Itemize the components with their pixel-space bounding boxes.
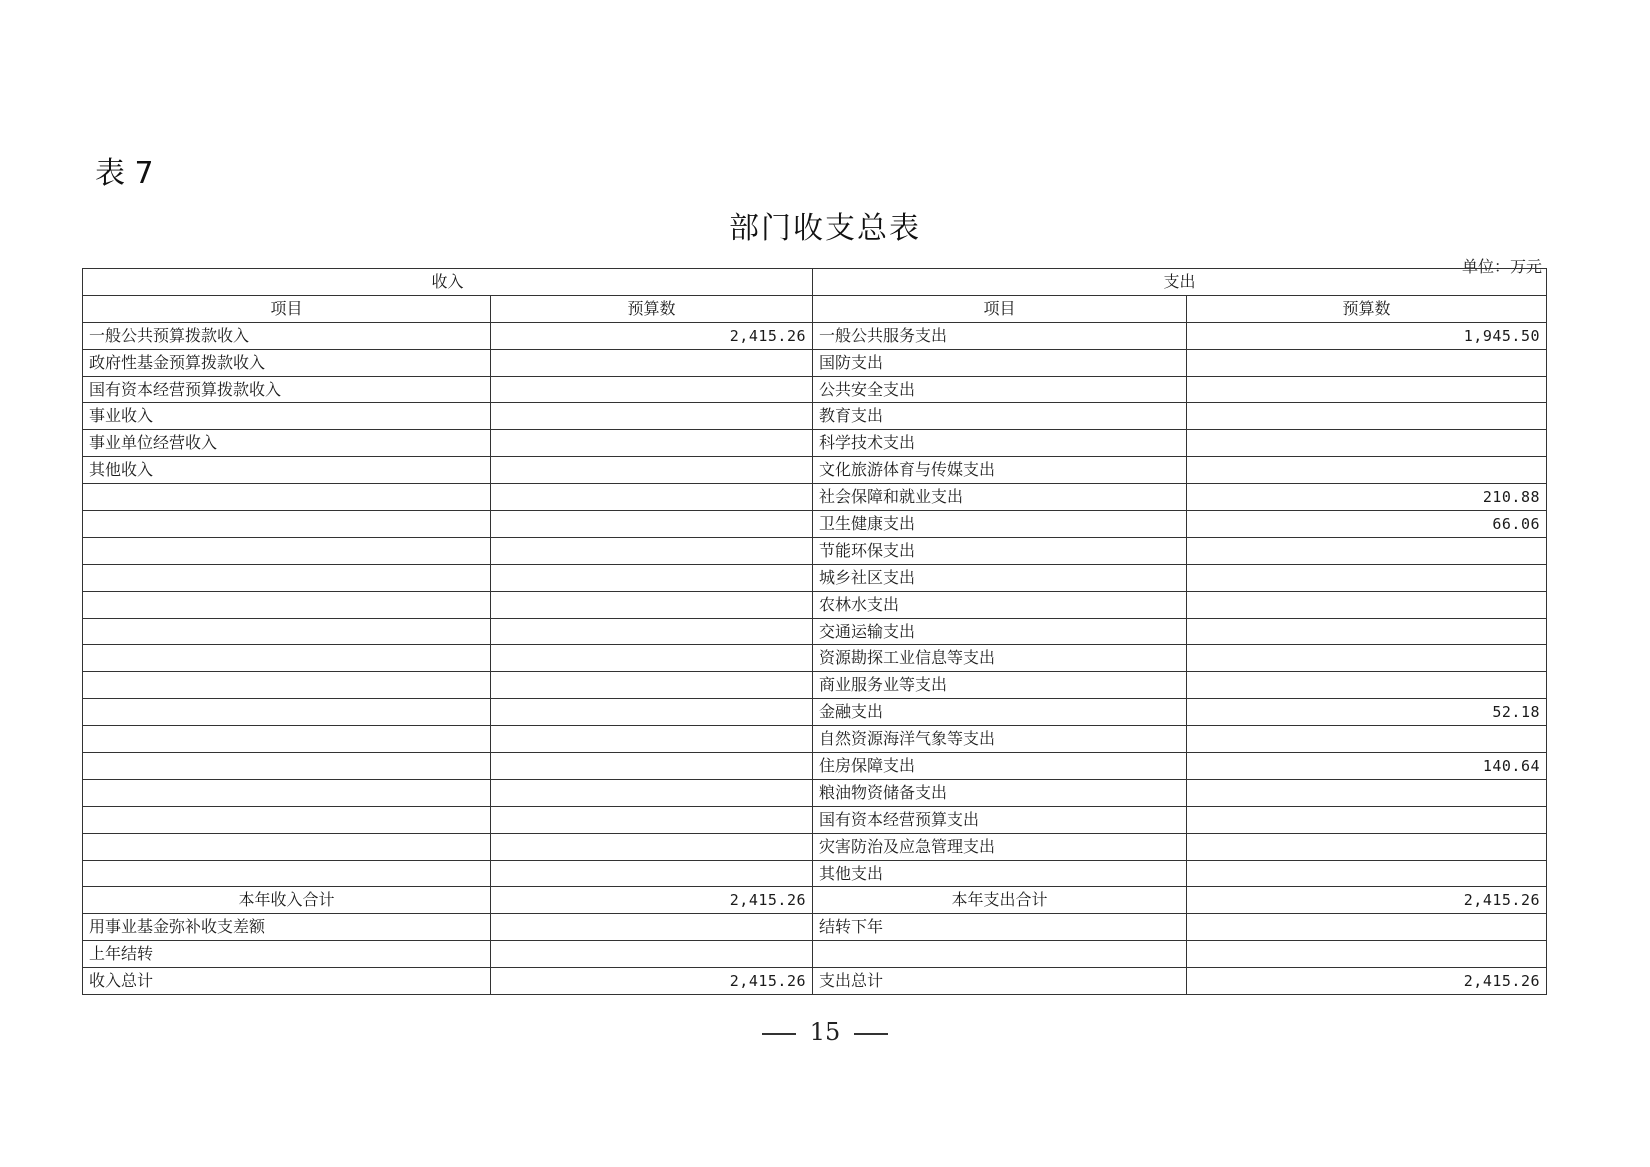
table-row — [83, 376, 1547, 403]
expense-budget-cell: 1,945.50 — [1187, 322, 1547, 349]
expense-item-cell: 住房保障支出 — [813, 753, 1187, 780]
table-label: 表 7 — [95, 156, 154, 191]
income-item-cell — [83, 806, 491, 833]
expense-item-cell: 国防支出 — [813, 349, 1187, 376]
income-budget-cell — [491, 672, 813, 699]
expense-item-cell: 资源勘探工业信息等支出 — [813, 645, 1187, 672]
expense-budget-cell: 210.88 — [1187, 484, 1547, 511]
expense-budget-cell — [1187, 618, 1547, 645]
table-row — [83, 349, 1547, 376]
expense-item-cell: 国有资本经营预算支出 — [813, 806, 1187, 833]
expense-item-cell: 本年支出合计 — [813, 887, 1187, 914]
expense-budget-cell: 52.18 — [1187, 699, 1547, 726]
table-row — [83, 322, 1547, 349]
expense-budget-cell — [1187, 941, 1547, 968]
table-row — [83, 887, 1547, 914]
table-row — [83, 806, 1547, 833]
income-budget-cell — [491, 484, 813, 511]
income-budget-cell — [491, 941, 813, 968]
income-item-cell — [83, 779, 491, 806]
income-budget-header: 预算数 — [491, 295, 813, 322]
income-budget-cell — [491, 564, 813, 591]
income-budget-cell — [491, 376, 813, 403]
table-row — [83, 537, 1547, 564]
income-budget-cell: 2,415.26 — [491, 887, 813, 914]
income-header: 收入 — [83, 269, 813, 296]
expense-budget-cell — [1187, 672, 1547, 699]
table-row — [83, 618, 1547, 645]
income-budget-cell — [491, 860, 813, 887]
expense-item-cell: 文化旅游体育与传媒支出 — [813, 457, 1187, 484]
table-row — [83, 591, 1547, 618]
income-item-cell — [83, 564, 491, 591]
income-budget-cell: 2,415.26 — [491, 322, 813, 349]
expense-budget-cell — [1187, 914, 1547, 941]
expense-item-header: 项目 — [813, 295, 1187, 322]
income-budget-cell — [491, 806, 813, 833]
table-row — [83, 511, 1547, 538]
income-budget-cell — [491, 430, 813, 457]
income-budget-cell — [491, 645, 813, 672]
income-item-cell — [83, 645, 491, 672]
income-budget-cell — [491, 914, 813, 941]
expense-item-cell: 结转下年 — [813, 914, 1187, 941]
table-row — [83, 779, 1547, 806]
expense-item-cell: 金融支出 — [813, 699, 1187, 726]
table-row — [83, 860, 1547, 887]
expense-budget-cell — [1187, 833, 1547, 860]
expense-item-cell: 社会保障和就业支出 — [813, 484, 1187, 511]
column-header-row — [83, 295, 1547, 322]
table-row — [83, 941, 1547, 968]
expense-item-cell: 交通运输支出 — [813, 618, 1187, 645]
income-budget-cell — [491, 833, 813, 860]
income-item-cell: 政府性基金预算拨款收入 — [83, 349, 491, 376]
income-budget-cell — [491, 699, 813, 726]
income-item-cell — [83, 672, 491, 699]
income-item-cell — [83, 726, 491, 753]
unit-label: 单位：万元 — [1461, 257, 1542, 276]
expense-item-cell: 灾害防治及应急管理支出 — [813, 833, 1187, 860]
expense-budget-header: 预算数 — [1187, 295, 1547, 322]
expense-budget-cell — [1187, 860, 1547, 887]
income-budget-cell — [491, 537, 813, 564]
expense-budget-cell — [1187, 376, 1547, 403]
expense-item-cell: 卫生健康支出 — [813, 511, 1187, 538]
expense-budget-cell: 66.06 — [1187, 511, 1547, 538]
expense-budget-cell — [1187, 726, 1547, 753]
income-item-cell: 其他收入 — [83, 457, 491, 484]
expense-item-cell: 公共安全支出 — [813, 376, 1187, 403]
page-number — [0, 1018, 1650, 1046]
income-item-header: 项目 — [83, 295, 491, 322]
table-row — [83, 753, 1547, 780]
expense-item-cell: 其他支出 — [813, 860, 1187, 887]
expense-budget-cell — [1187, 564, 1547, 591]
expense-budget-cell — [1187, 349, 1547, 376]
table-body — [83, 269, 1547, 995]
page-dash-right — [854, 1033, 888, 1035]
table-row — [83, 726, 1547, 753]
table-row — [83, 968, 1547, 995]
expense-item-cell — [813, 941, 1187, 968]
income-budget-cell: 2,415.26 — [491, 968, 813, 995]
expense-item-cell: 农林水支出 — [813, 591, 1187, 618]
expense-budget-cell — [1187, 457, 1547, 484]
income-item-cell — [83, 618, 491, 645]
budget-table — [82, 268, 1547, 995]
income-budget-cell — [491, 618, 813, 645]
table-row — [83, 457, 1547, 484]
expense-budget-cell — [1187, 591, 1547, 618]
income-item-cell — [83, 753, 491, 780]
income-budget-cell — [491, 591, 813, 618]
income-item-cell: 国有资本经营预算拨款收入 — [83, 376, 491, 403]
table-row — [83, 833, 1547, 860]
expense-budget-cell — [1187, 430, 1547, 457]
expense-item-cell: 教育支出 — [813, 403, 1187, 430]
section-header-row — [83, 269, 1547, 296]
income-item-cell: 一般公共预算拨款收入 — [83, 322, 491, 349]
page-number-value: 15 — [809, 1018, 841, 1046]
income-item-cell — [83, 699, 491, 726]
page-dash-left — [762, 1033, 796, 1035]
table-row — [83, 645, 1547, 672]
expense-item-cell: 节能环保支出 — [813, 537, 1187, 564]
income-item-cell: 本年收入合计 — [83, 887, 491, 914]
income-budget-cell — [491, 457, 813, 484]
income-item-cell — [83, 511, 491, 538]
expense-budget-cell: 2,415.26 — [1187, 887, 1547, 914]
expense-header: 支出 — [813, 269, 1547, 296]
table-row — [83, 672, 1547, 699]
expense-item-cell: 一般公共服务支出 — [813, 322, 1187, 349]
income-item-cell — [83, 537, 491, 564]
expense-budget-cell — [1187, 645, 1547, 672]
expense-budget-cell: 140.64 — [1187, 753, 1547, 780]
expense-budget-cell: 2,415.26 — [1187, 968, 1547, 995]
document-title: 部门收支总表 — [729, 211, 921, 246]
income-item-cell: 事业收入 — [83, 403, 491, 430]
income-item-cell: 收入总计 — [83, 968, 491, 995]
income-item-cell: 上年结转 — [83, 941, 491, 968]
table-row — [83, 914, 1547, 941]
income-budget-cell — [491, 511, 813, 538]
table-row — [83, 484, 1547, 511]
expense-item-cell: 支出总计 — [813, 968, 1187, 995]
income-budget-cell — [491, 403, 813, 430]
expense-budget-cell — [1187, 537, 1547, 564]
income-budget-cell — [491, 349, 813, 376]
expense-item-cell: 自然资源海洋气象等支出 — [813, 726, 1187, 753]
income-item-cell: 事业单位经营收入 — [83, 430, 491, 457]
expense-budget-cell — [1187, 806, 1547, 833]
table-row — [83, 403, 1547, 430]
income-budget-cell — [491, 779, 813, 806]
expense-item-cell: 商业服务业等支出 — [813, 672, 1187, 699]
table-row — [83, 564, 1547, 591]
expense-item-cell: 科学技术支出 — [813, 430, 1187, 457]
expense-budget-cell — [1187, 779, 1547, 806]
income-item-cell: 用事业基金弥补收支差额 — [83, 914, 491, 941]
table-row — [83, 430, 1547, 457]
table-row — [83, 699, 1547, 726]
expense-budget-cell — [1187, 403, 1547, 430]
income-budget-cell — [491, 753, 813, 780]
income-budget-cell — [491, 726, 813, 753]
expense-item-cell: 城乡社区支出 — [813, 564, 1187, 591]
expense-item-cell: 粮油物资储备支出 — [813, 779, 1187, 806]
income-item-cell — [83, 591, 491, 618]
income-item-cell — [83, 833, 491, 860]
income-item-cell — [83, 484, 491, 511]
income-item-cell — [83, 860, 491, 887]
